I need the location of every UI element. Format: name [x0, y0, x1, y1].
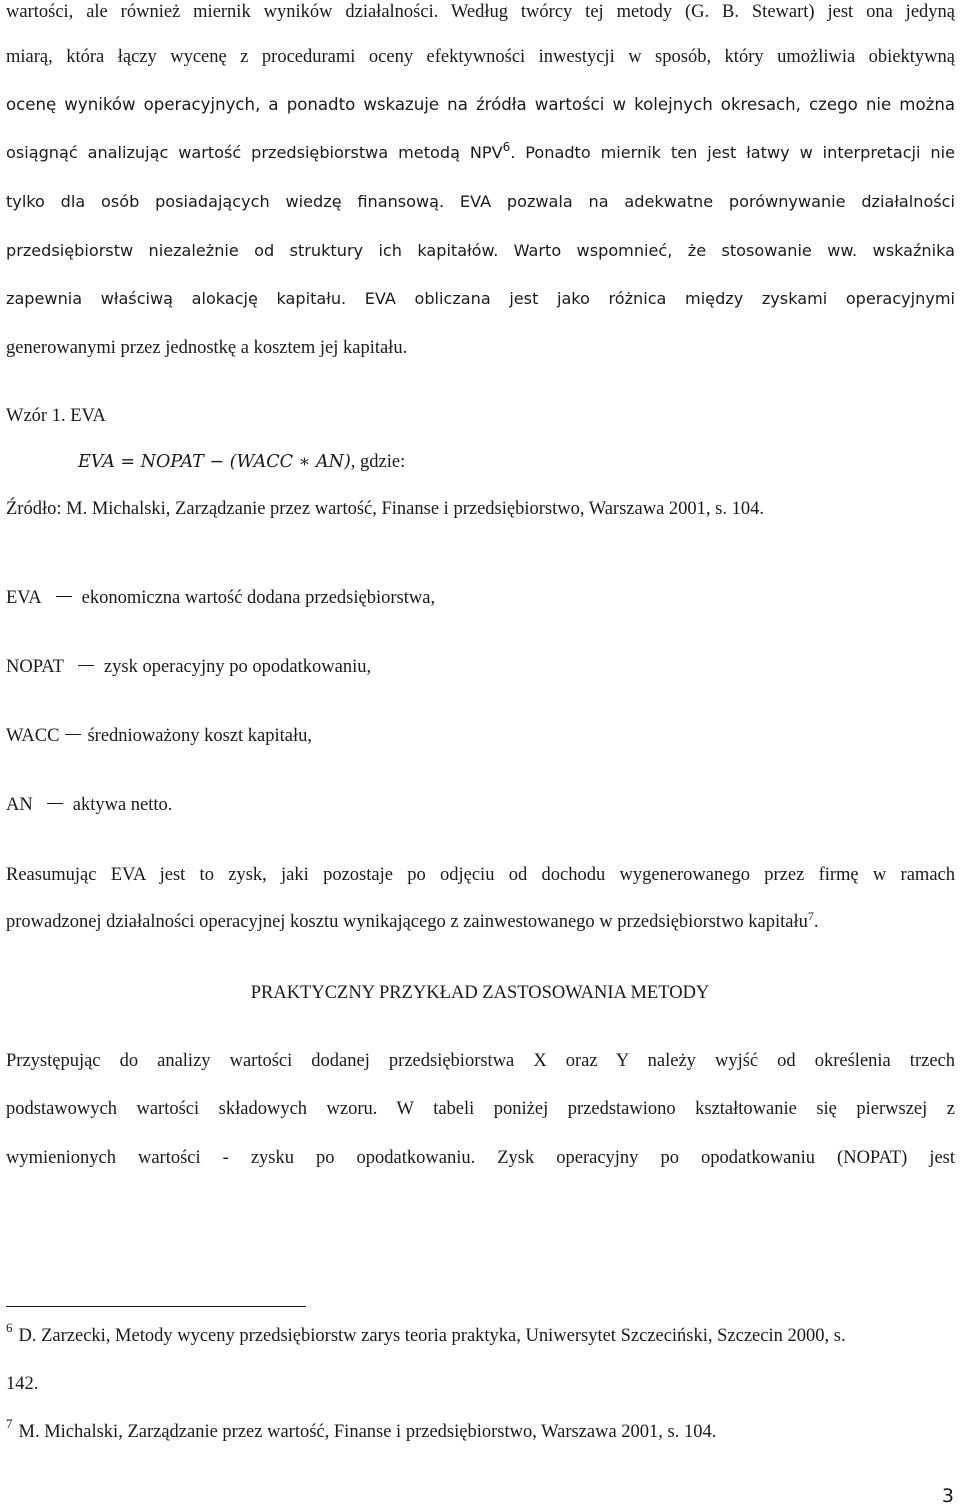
- footnote-6-continuation: 142.: [6, 1374, 39, 1394]
- summary-line-2-text: prowadzonej działalności operacyjnej kosztu wynikającego z zainwestowanego w przedsiębiorstwo kapitału: [6, 912, 808, 932]
- definition-abbr: EVA: [6, 588, 42, 608]
- footnote-number: 7: [6, 1416, 13, 1431]
- formula-source: Źródło: M. Michalski, Zarządzanie przez wartość, Finanse i przedsiębiorstwo, Warszawa 2001, s. 104.: [6, 499, 764, 519]
- footnote-number: 6: [6, 1320, 13, 1335]
- definition-desc: zysk operacyjny po opodatkowaniu,: [103, 657, 372, 677]
- body-line-4-text: osiągnąć analizując wartość przedsiębiorstwa metodą NPV: [6, 143, 503, 162]
- dash-icon: [65, 734, 81, 735]
- footnote-text: M. Michalski, Zarządzanie przez wartość, Finanse i przedsiębiorstwo, Warszawa 2001, s. 104.: [18, 1422, 717, 1442]
- body-line-8: generowanymi przez jednostkę a kosztem jej kapitału.: [6, 338, 408, 358]
- summary-line-1: Reasumując EVA jest to zysk, jaki pozostaje po odjęciu od dochodu wygenerowanego przez firmę w ramach: [6, 865, 955, 885]
- footnote-text: D. Zarzecki, Metody wyceny przedsiębiorstw zarys teoria praktyka, Uniwersytet Szczeciński, Szczecin 2000, s.: [18, 1326, 846, 1346]
- formula-row: [78, 451, 405, 473]
- summary-line-2-rest: .: [813, 912, 819, 932]
- definition-desc: aktywa netto.: [72, 795, 173, 815]
- body-line-6: przedsiębiorstw niezależnie od struktury ich kapitałów. Warto wspomnieć, że stosowanie ww. wskaźnika: [6, 241, 955, 260]
- definition-nopat: [6, 656, 371, 678]
- section-heading: PRAKTYCZNY PRZYKŁAD ZASTOSOWANIA METODY: [250, 983, 710, 1003]
- body-line-7: zapewnia właściwą alokację kapitału. EVA obliczana jest jako różnica między zyskami operacyjnymi: [6, 289, 955, 308]
- footnote-ref-6[interactable]: 6: [502, 140, 511, 154]
- section-line-2: podstawowych wartości składowych wzoru. W tabeli poniżej przedstawiono kształtowanie się pierwszej z: [6, 1099, 955, 1119]
- body-line-4-rest: . Ponadto miernik ten jest łatwy w interpretacji nie: [510, 143, 955, 162]
- footnote-separator: [6, 1306, 306, 1307]
- dash-icon: [78, 665, 94, 666]
- formula-expression: EVA = NOPAT − (WACC ∗ AN): [78, 452, 351, 472]
- body-line-4: [6, 142, 955, 164]
- definition-desc: średnioważony koszt kapitału,: [87, 726, 312, 746]
- footnote-6: [6, 1320, 846, 1347]
- footnote-7: [6, 1416, 717, 1443]
- dash-icon: [56, 596, 72, 597]
- body-line-1: wartości, ale również miernik wyników działalności. Według twórcy tej metody (G. B. Stewart) jest ona jedyną: [6, 2, 955, 22]
- definition-abbr: AN: [6, 795, 33, 815]
- summary-line-2: [6, 911, 955, 933]
- formula-suffix: , gdzie:: [350, 452, 406, 472]
- definition-desc: ekonomiczna wartość dodana przedsiębiorstwa,: [81, 588, 436, 608]
- definition-abbr: NOPAT: [6, 657, 64, 677]
- definition-eva: [6, 587, 435, 609]
- body-line-2: miarą, która łączy wycenę z procedurami oceny efektywności inwestycji w sposób, który umożliwia obiektywną: [6, 47, 955, 67]
- footnote-ref-7[interactable]: 7: [807, 909, 814, 923]
- section-line-3: wymienionych wartości - zysku po opodatkowaniu. Zysk operacyjny po opodatkowaniu (NOPAT) jest: [6, 1148, 955, 1168]
- definition-wacc: [6, 725, 312, 747]
- body-line-5: tylko dla osób posiadających wiedzę finansową. EVA pozwala na adekwatne porównywanie działalności: [6, 192, 955, 211]
- page-number: 3: [941, 1485, 954, 1507]
- definition-abbr: WACC: [6, 726, 60, 746]
- dash-icon: [47, 803, 63, 804]
- body-line-3: ocenę wyników operacyjnych, a ponadto wskazuje na źródła wartości w kolejnych okresach, czego nie można: [6, 95, 955, 114]
- definition-an: [6, 794, 172, 816]
- section-line-1: Przystępując do analizy wartości dodanej przedsiębiorstwa X oraz Y należy wyjść od określenia trzech: [6, 1051, 955, 1071]
- formula-label: Wzór 1. EVA: [6, 406, 106, 426]
